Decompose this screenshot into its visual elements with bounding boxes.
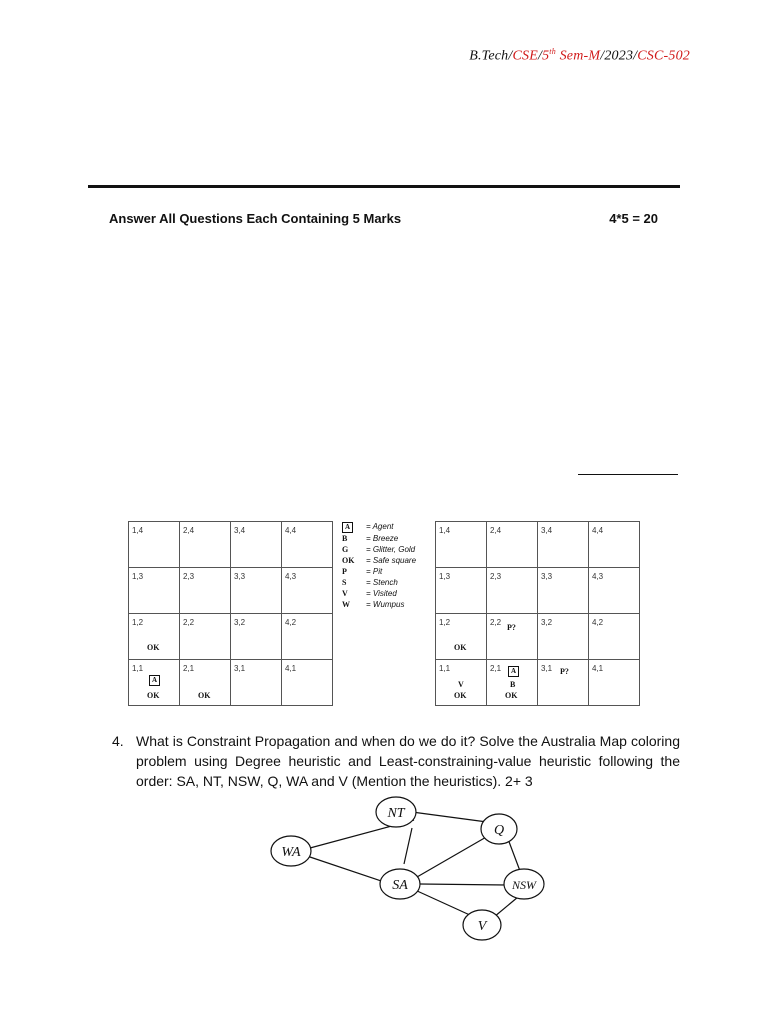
legend-desc: = Agent [366,522,394,531]
grid-cell [487,522,538,568]
cell-label: 2,4 [183,526,195,535]
grid-cell [231,614,282,660]
grid-cell [129,522,180,568]
breeze-mark: B [510,680,516,689]
grid-cell [589,522,640,568]
node-label: Q [493,823,505,838]
wumpus-grid-right [435,521,640,706]
edge-nt-q [412,812,487,822]
cell-label: 4,4 [592,526,604,535]
cell-label: 2,2 [183,618,195,627]
legend-desc: = Glitter, Gold [366,545,416,554]
cell-label: 4,2 [285,618,297,627]
cell-label: 1,4 [439,526,451,535]
grid-cell [436,568,487,614]
edge-sa-q [417,836,488,877]
cell-label: 1,1 [439,664,451,673]
legend-symbol: B [342,534,348,543]
legend-desc: = Visited [366,589,397,598]
ok-mark: OK [454,691,467,700]
edge-nt-sa [404,828,412,864]
header-sep: / [537,48,543,64]
legend-desc: = Breeze [366,534,399,543]
ok-mark: OK [147,691,160,700]
grid-cell [129,568,180,614]
cell-label: 3,2 [541,618,553,627]
node-label: NT [387,806,405,821]
signature-line [578,474,678,475]
cell-label: 4,3 [285,572,297,581]
legend-desc: = Wumpus [366,600,405,609]
cell-label: 4,1 [592,664,604,673]
node-label: WA [281,845,301,860]
visited-mark: V [458,680,464,689]
grid-cell [282,522,333,568]
header-department: CSE [512,48,538,64]
grid-cell [487,568,538,614]
legend-item [342,544,416,555]
legend-desc: = Stench [366,578,398,587]
grid-cell [436,522,487,568]
node-label: SA [392,878,408,893]
cell-label: 3,2 [234,618,246,627]
cell-label: 2,3 [490,572,502,581]
legend [342,521,416,610]
grid-cell [231,522,282,568]
legend-desc: = Safe square [366,556,417,565]
cell-label: 1,1 [132,664,144,673]
header-course-code: CSC-502 [637,48,690,64]
grid-cell [282,614,333,660]
legend-symbol: G [342,545,349,554]
grid-cell [487,614,538,660]
cell-label: 4,1 [285,664,297,673]
grid-cell [282,660,333,706]
ok-mark: OK [147,643,160,652]
legend-item [342,599,416,610]
header-program: B.Tech/ [469,48,513,64]
cell-label: 2,2 [490,618,502,627]
header-year: /2023/ [600,48,638,64]
cell-label: 2,4 [490,526,502,535]
grid-cell [180,522,231,568]
grid-cell [180,660,231,706]
grid-cell [538,522,589,568]
grid-cell [538,614,589,660]
agent-marker: A [149,675,160,686]
cell-label: 1,2 [439,618,451,627]
header-semester-number: 5 [542,48,550,64]
legend-desc: = Pit [366,567,383,576]
cell-label: 4,3 [592,572,604,581]
wumpus-grid-left [128,521,333,706]
header-semester-suffix: th [549,47,556,56]
cell-label: 1,3 [132,572,144,581]
grid-cell [538,660,589,706]
grid-cell [282,568,333,614]
legend-symbol: W [342,600,350,609]
legend-symbol: V [342,589,348,598]
grid-cell [589,660,640,706]
legend-item [342,588,416,599]
grid-cell [129,614,180,660]
cell-label: 1,3 [439,572,451,581]
cell-label: 2,1 [183,664,195,673]
legend-item [342,533,416,544]
edge-sa-v [415,890,472,916]
cell-label: 4,2 [592,618,604,627]
edge-wa-sa [307,856,390,884]
legend-symbol: A [342,522,353,533]
cell-label: 1,2 [132,618,144,627]
header-semester: Sem-M [555,48,601,64]
question-4 [112,731,680,791]
grid-cell [231,568,282,614]
grid-cell [538,568,589,614]
pit-mark: P? [560,667,569,676]
australia-constraint-graph [262,792,562,942]
cell-label: 3,4 [541,526,553,535]
edge-nsw-v [494,897,518,917]
cell-label: 3,4 [234,526,246,535]
grid-cell [180,568,231,614]
instructions-text: Answer All Questions Each Containing 5 Marks [109,211,402,226]
total-marks: 4*5 = 20 [609,211,658,226]
node-label: V [477,919,487,934]
legend-symbol: S [342,578,347,587]
node-label: NSW [512,878,536,892]
cell-label: 4,4 [285,526,297,535]
legend-item [342,521,416,533]
legend-item [342,566,416,577]
agent-marker: A [508,666,519,677]
pit-mark: P? [507,623,516,632]
edge-sa-nsw [420,884,506,885]
ok-mark: OK [454,643,467,652]
grid-cell [129,660,180,706]
question-text: What is Constraint Propagation and when do we do it? Solve the Australia Map coloring problem using Degree heuristic and Least-constraining-value heuristic following the order: SA, NT, NSW, Q, WA and V (Mention the heuristics). 2+ 3 [136,733,680,789]
grid-cell [487,660,538,706]
legend-item [342,577,416,588]
cell-label: 3,1 [234,664,246,673]
grid-cell [436,614,487,660]
legend-item [342,555,416,566]
cell-label: 1,4 [132,526,144,535]
cell-label: 3,3 [234,572,246,581]
grid-cell [589,568,640,614]
grid-cell [180,614,231,660]
grid-cell [231,660,282,706]
cell-label: 2,1 [490,664,502,673]
cell-label: 3,1 [541,664,553,673]
ok-mark: OK [198,691,211,700]
section-divider [88,185,680,188]
cell-label: 3,3 [541,572,553,581]
legend-symbol: OK [342,556,355,565]
course-header [469,47,690,65]
grid-cell [589,614,640,660]
question-number: 4. [112,733,124,749]
legend-symbol: P [342,567,347,576]
ok-mark: OK [505,691,518,700]
edge-q-nsw [508,839,520,871]
grid-cell [436,660,487,706]
cell-label: 2,3 [183,572,195,581]
